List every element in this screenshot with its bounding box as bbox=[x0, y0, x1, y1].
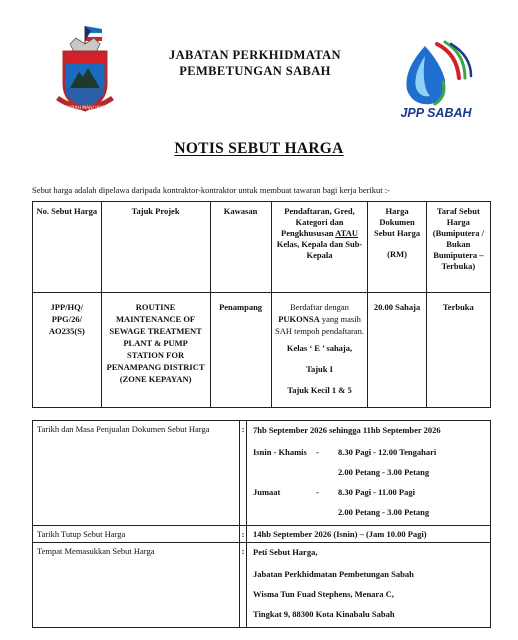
quotation-table bbox=[32, 201, 491, 408]
colon: : bbox=[240, 421, 247, 526]
header-taraf: Taraf Sebut Harga (Bumiputera / Bukan Bumiputera – Terbuka) bbox=[426, 202, 490, 293]
cell-tajuk: ROUTINE MAINTENANCE OF SEWAGE TREATMENT PLANT & PUMP STATION FOR PENAMPANG DISTRICT (ZONE KEPAYAN) bbox=[101, 293, 210, 408]
sabah-crest-logo bbox=[50, 22, 120, 120]
table-row bbox=[33, 293, 491, 408]
header-harga: Harga Dokumen Sebut Harga (RM) bbox=[368, 202, 426, 293]
value-jualan: 7hb September 2026 sehingga 11hb September 2026 Isnin - Khamis - 8.30 Pagi - 12.00 Tengahari 2.00 Petang - 3.00 Petang Jumaat - 8.30 Pagi - 11.00 Pagi 2.00 Petang - 3.00 Petang bbox=[247, 421, 491, 526]
value-tutup: 14hb September 2026 (Isnin) – (Jam 10.00 Pagi) bbox=[247, 526, 491, 543]
notice-title: NOTIS SEBUT HARGA bbox=[174, 140, 344, 157]
colon: : bbox=[240, 526, 247, 543]
value-tempat: Peti Sebut Harga, Jabatan Perkhidmatan Pembetungan Sabah Wisma Tun Fuad Stephens, Menara C, Tingkat 9, 88300 Kota Kinabalu Sabah bbox=[247, 543, 491, 628]
cell-kawasan: Penampang bbox=[210, 293, 271, 408]
row-jualan bbox=[33, 421, 491, 526]
table-header-row bbox=[33, 202, 491, 293]
row-tempat bbox=[33, 543, 491, 628]
crest-motto: SABAH MAJU JAYA bbox=[65, 106, 105, 111]
row-tutup bbox=[33, 526, 491, 543]
intro-text: Sebut harga adalah dipelawa daripada kontraktor-kontraktor untuk membuat tawaran bagi kerja berikut :- bbox=[32, 185, 390, 195]
label-jualan: Tarikh dan Masa Penjualan Dokumen Sebut Harga bbox=[33, 421, 240, 526]
header-tajuk: Tajuk Projek bbox=[101, 202, 210, 293]
label-tempat: Tempat Memasukkan Sebut Harga bbox=[33, 543, 240, 628]
cell-pendaftaran: Berdaftar dengan PUKONSA yang masih SAH tempoh pendaftaran. Kelas ‘ E ’ sahaja, Tajuk I Tajuk Kecil 1 & 5 bbox=[271, 293, 368, 408]
header-no: No. Sebut Harga bbox=[33, 202, 102, 293]
details-table bbox=[32, 420, 491, 628]
organization-name bbox=[150, 47, 360, 79]
header-kawasan: Kawasan bbox=[210, 202, 271, 293]
cell-harga: 20.00 Sahaja bbox=[368, 293, 426, 408]
jpp-logo-text: JPP SABAH bbox=[400, 106, 472, 120]
cell-taraf: Terbuka bbox=[426, 293, 490, 408]
label-tutup: Tarikh Tutup Sebut Harga bbox=[33, 526, 240, 543]
org-line-2: PEMBETUNGAN SABAH bbox=[179, 64, 331, 78]
org-line-1: JABATAN PERKHIDMATAN bbox=[168, 48, 341, 62]
cell-no: JPP/HQ/ PPG/26/ AO235(S) bbox=[33, 293, 102, 408]
header-pendaftaran: Pendaftaran, Gred, Kategori dan Pengkhususan ATAU Kelas, Kepala dan Sub-Kepala bbox=[271, 202, 368, 293]
colon: : bbox=[240, 543, 247, 628]
